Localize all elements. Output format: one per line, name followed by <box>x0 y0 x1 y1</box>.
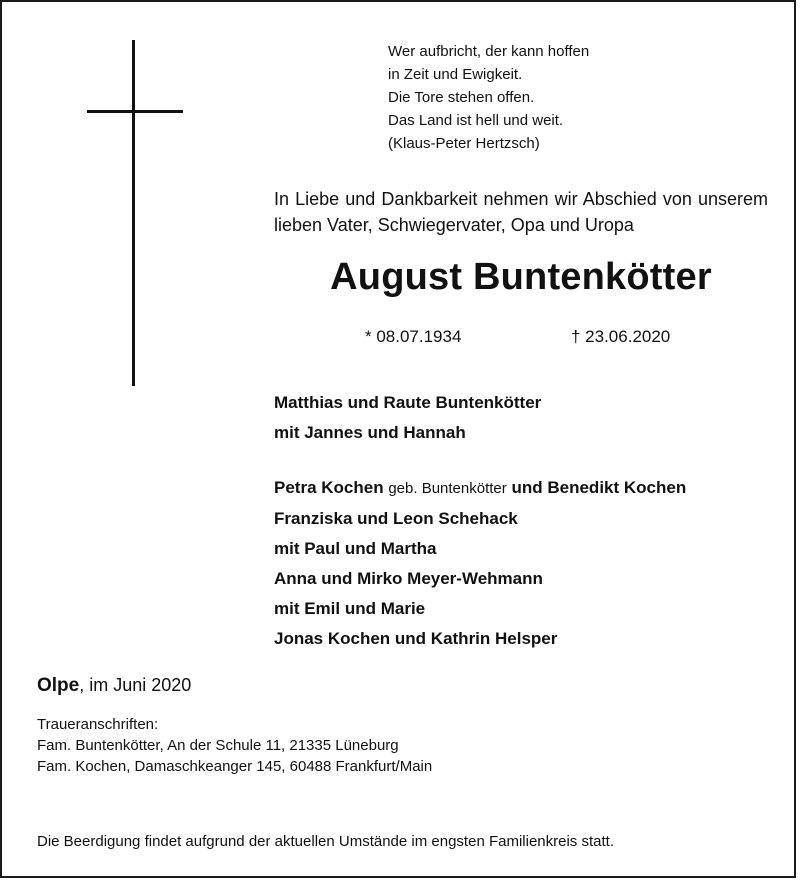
poem-author: (Klaus-Peter Hertzsch) <box>388 135 540 152</box>
poem-line: Die Tore stehen offen. <box>388 89 535 106</box>
poem <box>388 40 589 155</box>
place-city: Olpe <box>37 675 80 696</box>
intro-text: In Liebe und Dankbarkeit nehmen wir Abschied von unserem lieben Vater, Schwiegervater, Opa und Uropa <box>274 189 768 235</box>
deceased-name: August Buntenkötter <box>330 256 712 298</box>
family-line: Anna und Mirko Meyer-Wehmann <box>274 569 543 588</box>
poem-line: Wer aufbricht, der kann hoffen <box>388 43 590 60</box>
address-line: Fam. Buntenkötter, An der Schule 11, 21335 Lüneburg <box>37 737 399 754</box>
family-name: und Benedikt Kochen <box>511 478 687 497</box>
address-line: Fam. Kochen, Damaschkeanger 145, 60488 Frankfurt/Main <box>37 758 433 775</box>
address-heading: Traueranschriften: <box>37 716 159 733</box>
family-line: mit Emil und Marie <box>274 599 426 618</box>
birth-date: * 08.07.1934 <box>365 327 462 346</box>
family-line: Matthias und Raute Buntenkötter <box>274 393 542 412</box>
family-line: mit Paul und Martha <box>274 539 437 558</box>
cross-icon-vertical <box>132 40 135 386</box>
family-line: Jonas Kochen und Kathrin Helsper <box>274 629 558 648</box>
family-line: Franziska und Leon Schehack <box>274 509 518 528</box>
death-date: † 23.06.2020 <box>571 327 671 346</box>
address-block <box>37 714 432 777</box>
funeral-note: Die Beerdigung findet aufgrund der aktuellen Umstände im engsten Familienkreis statt. <box>37 833 614 850</box>
family-line <box>274 473 686 504</box>
place-date <box>37 675 191 697</box>
family-group-1 <box>274 388 541 448</box>
place-date-text: , im Juni 2020 <box>79 675 192 695</box>
family-line: mit Jannes und Hannah <box>274 423 466 442</box>
cross-icon-horizontal <box>87 110 183 113</box>
family-name: Petra Kochen <box>274 478 384 497</box>
maiden-name: geb. Buntenkötter <box>388 480 507 497</box>
poem-line: in Zeit und Ewigkeit. <box>388 66 523 83</box>
family-group-2 <box>274 473 686 654</box>
poem-line: Das Land ist hell und weit. <box>388 112 564 129</box>
